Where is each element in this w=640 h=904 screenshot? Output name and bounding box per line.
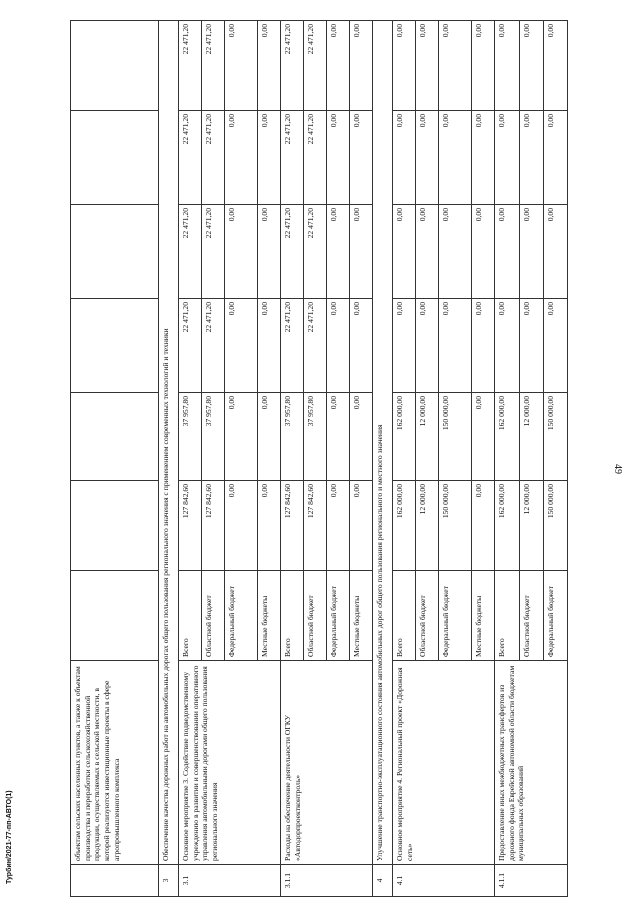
amount-cell: 0,00 — [258, 393, 281, 481]
table-row — [281, 21, 304, 897]
amount-cell: 150 000,00 — [439, 481, 472, 571]
amount-cell: 12 000,00 — [416, 393, 439, 481]
footer-code: Турбин/2021-77-пп-АВТО(1) — [6, 790, 13, 884]
amount-cell: 0,00 — [350, 111, 373, 205]
amount-cell: 22 471,20 — [281, 205, 304, 299]
cell-empty — [71, 299, 159, 393]
cell-empty — [71, 571, 159, 661]
amount-cell: 37 957,80 — [179, 393, 202, 481]
funding-source: Всего — [495, 571, 520, 661]
amount-cell: 12 000,00 — [520, 481, 544, 571]
amount-cell: 0,00 — [327, 205, 350, 299]
amount-cell: 22 471,20 — [304, 205, 327, 299]
amount-cell: 22 471,20 — [202, 111, 225, 205]
amount-cell: 22 471,20 — [202, 299, 225, 393]
amount-cell: 0,00 — [258, 299, 281, 393]
amount-cell: 0,00 — [416, 21, 439, 111]
amount-cell: 0,00 — [327, 21, 350, 111]
amount-cell: 0,00 — [258, 205, 281, 299]
amount-cell: 0,00 — [544, 299, 568, 393]
amount-cell: 127 842,60 — [179, 481, 202, 571]
cell-empty — [71, 21, 159, 111]
section-number: 4 — [373, 865, 393, 897]
funding-source: Федеральный бюджет — [544, 571, 568, 661]
amount-cell: 0,00 — [350, 205, 373, 299]
amount-cell: 0,00 — [416, 111, 439, 205]
funding-source: Областной бюджет — [520, 571, 544, 661]
amount-cell: 0,00 — [225, 21, 258, 111]
amount-cell: 150 000,00 — [544, 393, 568, 481]
amount-cell: 22 471,20 — [179, 205, 202, 299]
amount-cell: 0,00 — [495, 21, 520, 111]
amount-cell: 0,00 — [416, 205, 439, 299]
activity-name: Предоставление иных межбюджетных трансфертов из дорожного фонда Еврейской автономной области бюджетам муниципальных образований — [495, 661, 568, 865]
amount-cell: 0,00 — [327, 393, 350, 481]
section-title: Улучшение транспортно-эксплуатационного состояния автомобильных дорог общего пользования регионального и местного значения — [373, 21, 393, 865]
amount-cell: 22 471,20 — [281, 111, 304, 205]
funding-source: Местные бюджеты — [350, 571, 373, 661]
amount-cell: 0,00 — [258, 111, 281, 205]
amount-cell: 0,00 — [544, 111, 568, 205]
amount-cell: 0,00 — [350, 21, 373, 111]
amount-cell: 162 000,00 — [495, 481, 520, 571]
funding-source: Всего — [393, 571, 416, 661]
amount-cell: 0,00 — [439, 111, 472, 205]
funding-source: Федеральный бюджет — [439, 571, 472, 661]
activity-name: Расходы на обеспечение деятельности ОГКУ «Автодорпроектконтроль» — [281, 661, 373, 865]
amount-cell: 22 471,20 — [281, 299, 304, 393]
amount-cell: 0,00 — [327, 481, 350, 571]
amount-cell: 0,00 — [472, 299, 495, 393]
amount-cell: 0,00 — [225, 205, 258, 299]
cell-num — [71, 865, 159, 897]
funding-source: Местные бюджеты — [472, 571, 495, 661]
amount-cell: 0,00 — [439, 299, 472, 393]
table-row — [71, 21, 159, 897]
amount-cell: 0,00 — [225, 481, 258, 571]
amount-cell: 127 842,60 — [304, 481, 327, 571]
amount-cell: 12 000,00 — [520, 393, 544, 481]
amount-cell: 0,00 — [225, 299, 258, 393]
cell-empty — [71, 481, 159, 571]
amount-cell: 37 957,80 — [281, 393, 304, 481]
amount-cell: 22 471,20 — [304, 299, 327, 393]
amount-cell: 0,00 — [350, 299, 373, 393]
activity-name: Основное мероприятие 3. Содействие подведомственному учреждению в развитии и совершенствовании оперативного управления автомобильными дорогами общего пользования регионального значения — [179, 661, 281, 865]
amount-cell: 0,00 — [439, 21, 472, 111]
amount-cell: 22 471,20 — [304, 111, 327, 205]
activity-name: Основное мероприятие 4. Региональный проект «Дорожная сеть» — [393, 661, 495, 865]
amount-cell: 0,00 — [520, 205, 544, 299]
amount-cell: 0,00 — [393, 205, 416, 299]
amount-cell: 0,00 — [350, 393, 373, 481]
amount-cell: 0,00 — [472, 21, 495, 111]
funding-source: Всего — [179, 571, 202, 661]
item-number: 4.1 — [393, 865, 495, 897]
amount-cell: 127 842,60 — [281, 481, 304, 571]
amount-cell: 0,00 — [520, 299, 544, 393]
amount-cell: 0,00 — [225, 111, 258, 205]
amount-cell: 0,00 — [416, 299, 439, 393]
amount-cell: 0,00 — [393, 21, 416, 111]
table-row — [393, 21, 416, 897]
amount-cell: 150 000,00 — [439, 393, 472, 481]
amount-cell: 0,00 — [544, 21, 568, 111]
amount-cell: 0,00 — [520, 21, 544, 111]
item-number: 3.1.1 — [281, 865, 373, 897]
funding-source: Областной бюджет — [202, 571, 225, 661]
amount-cell: 0,00 — [472, 481, 495, 571]
amount-cell: 22 471,20 — [179, 111, 202, 205]
amount-cell: 0,00 — [393, 299, 416, 393]
table-row — [495, 21, 520, 897]
section-row — [159, 21, 179, 897]
amount-cell: 0,00 — [544, 205, 568, 299]
table-row — [179, 21, 202, 897]
budget-table — [70, 20, 568, 897]
funding-source: Федеральный бюджет — [225, 571, 258, 661]
amount-cell: 0,00 — [472, 393, 495, 481]
section-title: Обеспечение качества дорожных работ на автомобильных дорогах общего пользования регионального значения с применением современных технологий и техники — [159, 21, 179, 865]
section-row — [373, 21, 393, 897]
cell-empty — [71, 111, 159, 205]
amount-cell: 0,00 — [350, 481, 373, 571]
amount-cell: 22 471,20 — [202, 205, 225, 299]
amount-cell: 150 000,00 — [544, 481, 568, 571]
amount-cell: 37 957,80 — [202, 393, 225, 481]
item-number: 3.1 — [179, 865, 281, 897]
amount-cell: 162 000,00 — [393, 481, 416, 571]
page-number: 49 — [612, 464, 623, 474]
amount-cell: 0,00 — [495, 111, 520, 205]
amount-cell: 37 957,80 — [304, 393, 327, 481]
cell-empty — [71, 393, 159, 481]
amount-cell: 0,00 — [439, 205, 472, 299]
funding-source: Федеральный бюджет — [327, 571, 350, 661]
item-number: 4.1.1 — [495, 865, 568, 897]
section-number: 3 — [159, 865, 179, 897]
funding-source: Местные бюджеты — [258, 571, 281, 661]
amount-cell: 0,00 — [520, 111, 544, 205]
amount-cell: 22 471,20 — [202, 21, 225, 111]
amount-cell: 0,00 — [472, 205, 495, 299]
activity-name: объектам сельских населенных пунктов, а также к объектам производства и переработки сельскохозяйственной продукции, осуществляемых в сельской местности, в которой реализуются инвестиционные проекты в сфере агропромышленного комплекса — [71, 661, 159, 865]
amount-cell: 0,00 — [495, 299, 520, 393]
amount-cell: 12 000,00 — [416, 481, 439, 571]
amount-cell: 162 000,00 — [495, 393, 520, 481]
amount-cell: 0,00 — [327, 111, 350, 205]
amount-cell: 22 471,20 — [179, 21, 202, 111]
amount-cell: 0,00 — [258, 481, 281, 571]
amount-cell: 0,00 — [393, 111, 416, 205]
amount-cell: 22 471,20 — [304, 21, 327, 111]
funding-source: Областной бюджет — [416, 571, 439, 661]
amount-cell: 0,00 — [225, 393, 258, 481]
amount-cell: 22 471,20 — [179, 299, 202, 393]
amount-cell: 0,00 — [495, 205, 520, 299]
amount-cell: 127 842,60 — [202, 481, 225, 571]
amount-cell: 0,00 — [472, 111, 495, 205]
cell-empty — [71, 205, 159, 299]
amount-cell: 0,00 — [258, 21, 281, 111]
amount-cell: 0,00 — [327, 299, 350, 393]
funding-source: Всего — [281, 571, 304, 661]
amount-cell: 22 471,20 — [281, 21, 304, 111]
funding-source: Областной бюджет — [304, 571, 327, 661]
amount-cell: 162 000,00 — [393, 393, 416, 481]
